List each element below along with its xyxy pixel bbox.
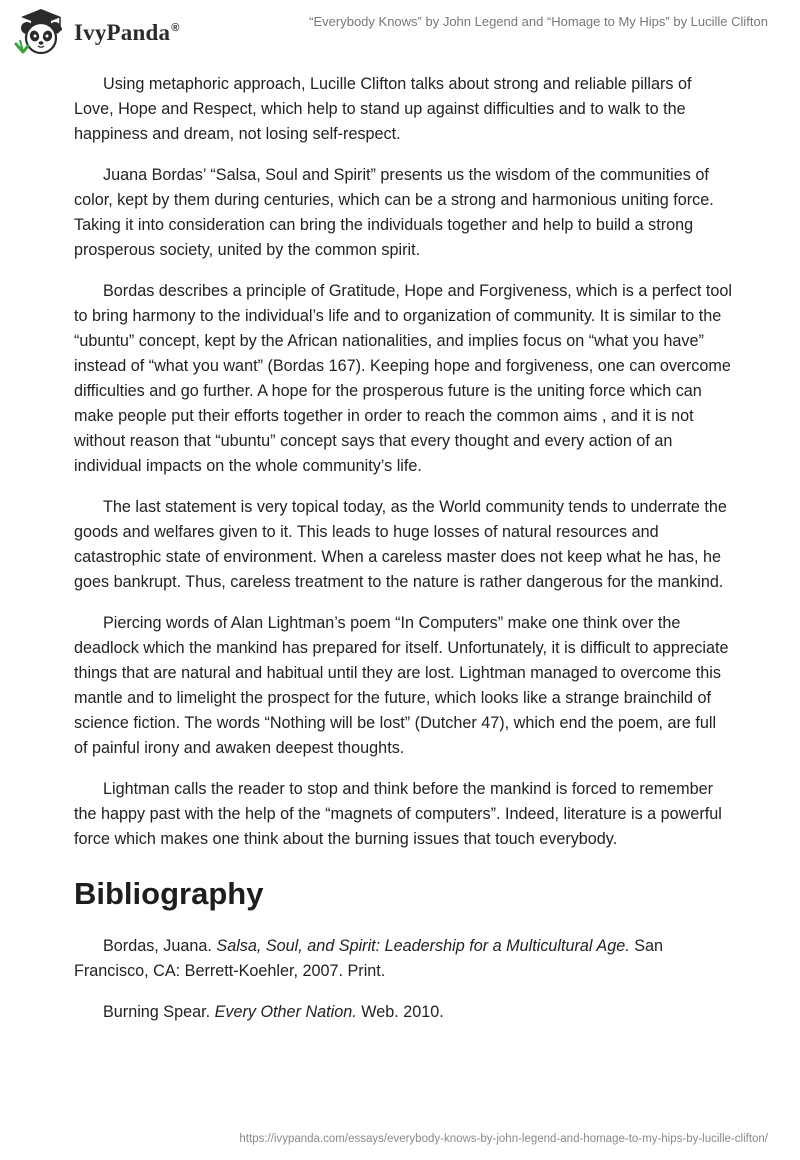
bib-author: Bordas, Juana. [103, 937, 212, 955]
bibliography-heading: Bibliography [74, 876, 264, 911]
panda-graduate-icon [14, 8, 68, 58]
logo-registered-mark: ® [171, 22, 180, 35]
logo-wordmark [74, 20, 180, 46]
bib-title: Salsa, Soul, and Spirit: Leadership for a Multicultural Age. [216, 937, 630, 955]
bib-author: Burning Spear. [103, 1003, 211, 1021]
paragraph: The last statement is very topical today, as the World community tends to underrate the goods and welfares given to it. This leads to huge losses of natural resources and catastrophic state of environment. When a careless master does not keep what he has, he goes bankrupt. Thus, careless treatment to the nature is rather dangerous for the mankind. [74, 498, 727, 591]
bibliography-entry [74, 934, 734, 984]
bib-details: San Francisco, CA: Berrett-Koehler, 2007. Print. [74, 937, 664, 980]
paragraph: Juana Bordas’ “Salsa, Soul and Spirit” presents us the wisdom of the communities of color, kept by them during centuries, which can be a strong and harmonious uniting force. Taking it into consideration can bring the individuals together and help to build a strong prosperous society, united by the common spirit. [74, 166, 714, 259]
page-header [0, 0, 800, 70]
logo[interactable] [14, 8, 180, 58]
paragraph: Lightman calls the reader to stop and think before the mankind is forced to remember the happy past with the help of the “magnets of computers”. Indeed, literature is a powerful force which makes one think about the burning issues that touch everybody. [74, 780, 722, 848]
paragraph: Piercing words of Alan Lightman’s poem “In Computers” make one think over the deadlock which the mankind has prepared for itself. Unfortunately, it is difficult to appreciate things that are natural and habitual until they are lost. Lightman managed to overcome this mantle and to limelight the prospect for the future, which looks like a strange brainchild of science fiction. The words “Nothing will be lost” (Dutcher 47), which end the poem, are full of painful irony and awaken deepest thoughts. [74, 614, 729, 757]
bib-title: Every Other Nation. [214, 1003, 357, 1021]
logo-name: IvyPanda [74, 20, 171, 45]
bib-details: Web. 2010. [361, 1003, 444, 1021]
paragraph: Bordas describes a principle of Gratitude, Hope and Forgiveness, which is a perfect tool to bring harmony to the individual’s life and to organization of community. It is similar to the “ubuntu” concept, kept by the African nationalities, and implies focus on “what you have” instead of “what you want” (Bordas 167). Keeping hope and forgiveness, one can overcome difficulties and go further. A hope for the prosperous future is the uniting force which can make people put their efforts together in order to reach the common aims , and it is not without reason that “ubuntu” concept says that every thought and every action of an individual impacts on the whole community’s life. [74, 282, 732, 475]
running-title: “Everybody Knows” by John Legend and “Homage to My Hips” by Lucille Clifton [309, 14, 768, 29]
paragraph: Using metaphoric approach, Lucille Clifton talks about strong and reliable pillars of Love, Hope and Respect, which help to stand up against difficulties and to walk to the happiness and dream, not losing self-respect. [74, 75, 692, 143]
bibliography-entry [74, 1000, 734, 1025]
source-url[interactable]: https://ivypanda.com/essays/everybody-knows-by-john-legend-and-homage-to-my-hips-by-lucille-clifton/ [239, 1133, 768, 1145]
essay-body [74, 72, 734, 1041]
